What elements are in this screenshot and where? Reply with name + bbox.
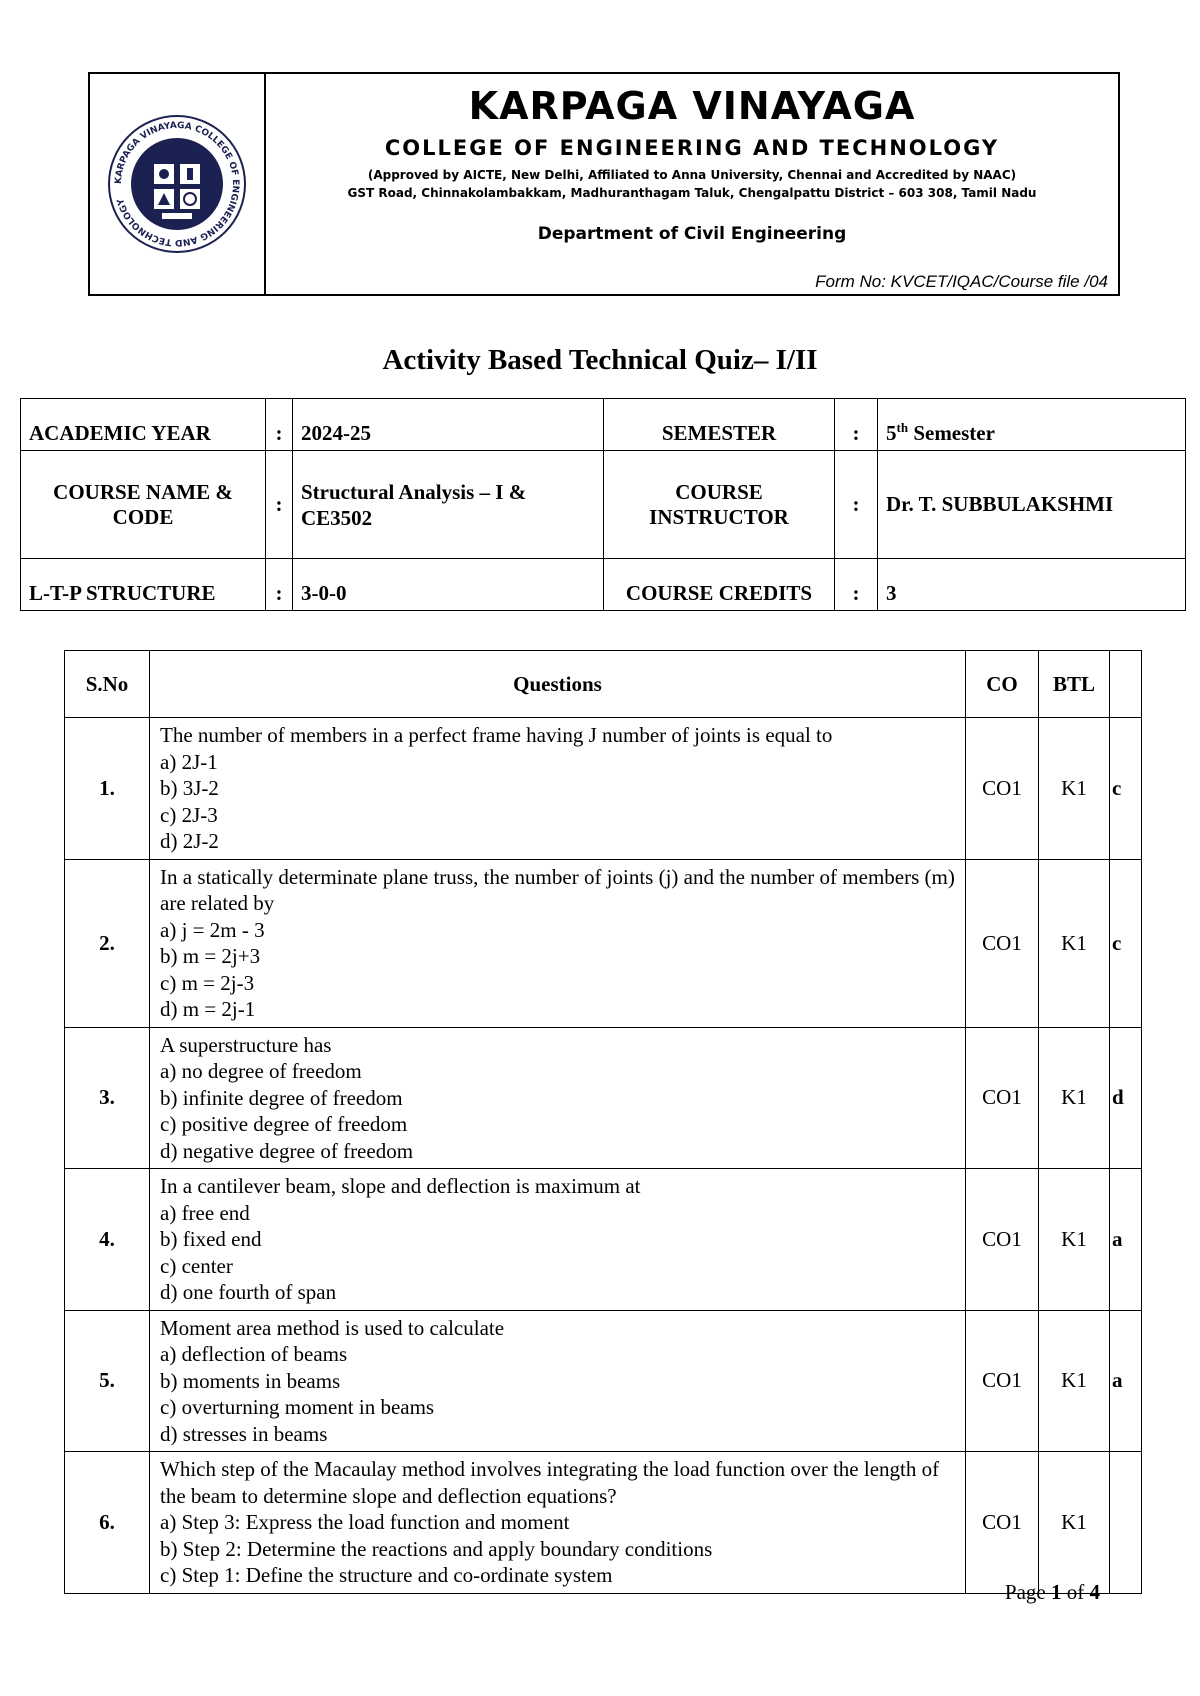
question-row [65, 859, 1142, 1027]
course-credits-value: 3 [878, 559, 1186, 611]
question-option: c) 2J-3 [160, 802, 218, 827]
department-name: Department of Civil Engineering [537, 224, 847, 244]
course-name-line1: Structural Analysis – I & [301, 479, 527, 504]
question-cell [150, 1310, 966, 1452]
question-option: a) deflection of beams [160, 1342, 348, 1366]
approval-line: (Approved by AICTE, New Delhi, Affiliated to Anna University, Chennai and Accredited by NAAC) [367, 168, 1017, 182]
course-outcome: CO1 [966, 718, 1039, 860]
semester-value [878, 399, 1186, 451]
course-instructor-value: Dr. T. SUBBULAKSHMI [878, 451, 1186, 559]
semester-label: SEMESTER [604, 399, 835, 451]
question-option: d) m = 2j-1 [160, 997, 256, 1021]
blooms-level: K1 [1039, 1169, 1110, 1311]
question-option: b) fixed end [160, 1227, 262, 1251]
question-row [65, 1310, 1142, 1452]
page-current: 1 [1051, 1580, 1062, 1604]
ltp-value: 3-0-0 [293, 559, 604, 611]
question-option: b) 3J-2 [160, 776, 219, 800]
header-text [266, 74, 1118, 294]
question-option: a) j = 2m - 3 [160, 917, 265, 942]
page-total: 4 [1089, 1580, 1100, 1604]
colon: : [835, 451, 878, 559]
question-cell [150, 718, 966, 860]
info-row-course [21, 451, 1186, 559]
question-row [65, 1452, 1142, 1594]
answer-key: c [1110, 859, 1142, 1027]
answer-key [1110, 1452, 1142, 1594]
blooms-level: K1 [1039, 1310, 1110, 1452]
question-number: 2. [65, 859, 150, 1027]
course-instructor-label: COURSE INSTRUCTOR [604, 451, 835, 559]
question-option: a) Step 3: Express the load function and moment [160, 1510, 570, 1534]
course-outcome: CO1 [966, 1169, 1039, 1311]
question-row [65, 718, 1142, 860]
answer-header [1110, 651, 1142, 718]
course-name-value [293, 451, 604, 559]
question-text: In a statically determinate plane truss, the number of joints (j) and the number of members (m) are related by [160, 864, 955, 915]
semester-suffix: th [896, 420, 909, 435]
of-word: of [1061, 1580, 1090, 1604]
course-credits-label: COURSE CREDITS [604, 559, 835, 611]
course-name-label: COURSE NAME & CODE [21, 451, 266, 559]
question-number: 6. [65, 1452, 150, 1594]
college-name: KARPAGA VINAYAGA [468, 84, 916, 128]
question-text: The number of members in a perfect frame having J number of joints is equal to [160, 723, 833, 747]
question-option: d) one fourth of span [160, 1280, 337, 1304]
question-text: Moment area method is used to calculate [160, 1315, 505, 1340]
questions-header-row [65, 651, 1142, 718]
question-number: 4. [65, 1169, 150, 1311]
questions-body [65, 718, 1142, 1594]
question-option: a) 2J-1 [160, 749, 218, 774]
course-outcome: CO1 [966, 1310, 1039, 1452]
form-number: Form No: KVCET/IQAC/Course file /04 [815, 272, 1108, 291]
course-name-line2: CE3502 [301, 505, 373, 530]
questions-table [64, 650, 1142, 1594]
academic-year-value: 2024-25 [293, 399, 604, 451]
answer-key: a [1110, 1310, 1142, 1452]
question-option: a) free end [160, 1200, 250, 1225]
college-subtitle: COLLEGE OF ENGINEERING AND TECHNOLOGY [384, 136, 1000, 160]
question-option: a) no degree of freedom [160, 1059, 362, 1083]
page-number [1005, 1580, 1100, 1605]
question-number: 3. [65, 1027, 150, 1169]
answer-key: c [1110, 718, 1142, 860]
question-option: b) m = 2j+3 [160, 944, 261, 968]
answer-key: a [1110, 1169, 1142, 1311]
question-option: b) moments in beams [160, 1368, 341, 1393]
course-outcome: CO1 [966, 1027, 1039, 1169]
college-logo-icon [102, 109, 252, 259]
question-option: c) m = 2j-3 [160, 970, 255, 995]
blooms-level: K1 [1039, 859, 1110, 1027]
colon: : [266, 559, 293, 611]
info-row-ltp [21, 559, 1186, 611]
question-cell [150, 1452, 966, 1594]
college-header [88, 72, 1120, 296]
question-option: d) stresses in beams [160, 1421, 328, 1446]
course-outcome: CO1 [966, 859, 1039, 1027]
question-number: 5. [65, 1310, 150, 1452]
question-cell [150, 1027, 966, 1169]
question-option: c) positive degree of freedom [160, 1112, 408, 1136]
semester-number: 5 [886, 421, 897, 445]
colon: : [835, 559, 878, 611]
question-option: d) 2J-2 [160, 829, 219, 853]
question-option: c) overturning moment in beams [160, 1395, 435, 1419]
logo-ring-text: KARPAGA VINAYAGA COLLEGE OF ENGINEERING AND TECHNOLOGY [113, 120, 241, 248]
logo-cell [90, 74, 266, 294]
question-cell [150, 1169, 966, 1311]
colon: : [835, 399, 878, 451]
question-row [65, 1027, 1142, 1169]
blooms-level: K1 [1039, 1452, 1110, 1594]
question-number: 1. [65, 718, 150, 860]
btl-header: BTL [1039, 651, 1110, 718]
question-text: Which step of the Macaulay method involves integrating the load function over the length of the beam to determine slope and deflection equations? [160, 1457, 940, 1508]
semester-word: Semester [908, 421, 995, 445]
course-info-table [20, 398, 1186, 611]
course-outcome: CO1 [966, 1452, 1039, 1594]
question-option: c) Step 1: Define the structure and co-ordinate system [160, 1563, 613, 1587]
question-option: d) negative degree of freedom [160, 1138, 414, 1163]
academic-year-label: ACADEMIC YEAR [21, 399, 266, 451]
question-option: c) center [160, 1253, 233, 1278]
ltp-label: L-T-P STRUCTURE [21, 559, 266, 611]
question-option: b) infinite degree of freedom [160, 1085, 403, 1110]
answer-key: d [1110, 1027, 1142, 1169]
colon: : [266, 399, 293, 451]
sno-header: S.No [65, 651, 150, 718]
address-line: GST Road, Chinnakolambakkam, Madhuranthagam Taluk, Chengalpattu District – 603 308, Tamil Nadu [347, 186, 1037, 200]
blooms-level: K1 [1039, 1027, 1110, 1169]
page-word: Page [1004, 1580, 1051, 1604]
question-text: In a cantilever beam, slope and deflection is maximum at [160, 1174, 641, 1198]
questions-header: Questions [150, 651, 966, 718]
document-title: Activity Based Technical Quiz– I/II [382, 344, 818, 376]
question-row [65, 1169, 1142, 1311]
question-text: A superstructure has [160, 1032, 332, 1057]
colon: : [266, 451, 293, 559]
question-option: b) Step 2: Determine the reactions and apply boundary conditions [160, 1536, 713, 1561]
co-header: CO [966, 651, 1039, 718]
info-row-year [21, 399, 1186, 451]
blooms-level: K1 [1039, 718, 1110, 860]
question-cell [150, 859, 966, 1027]
